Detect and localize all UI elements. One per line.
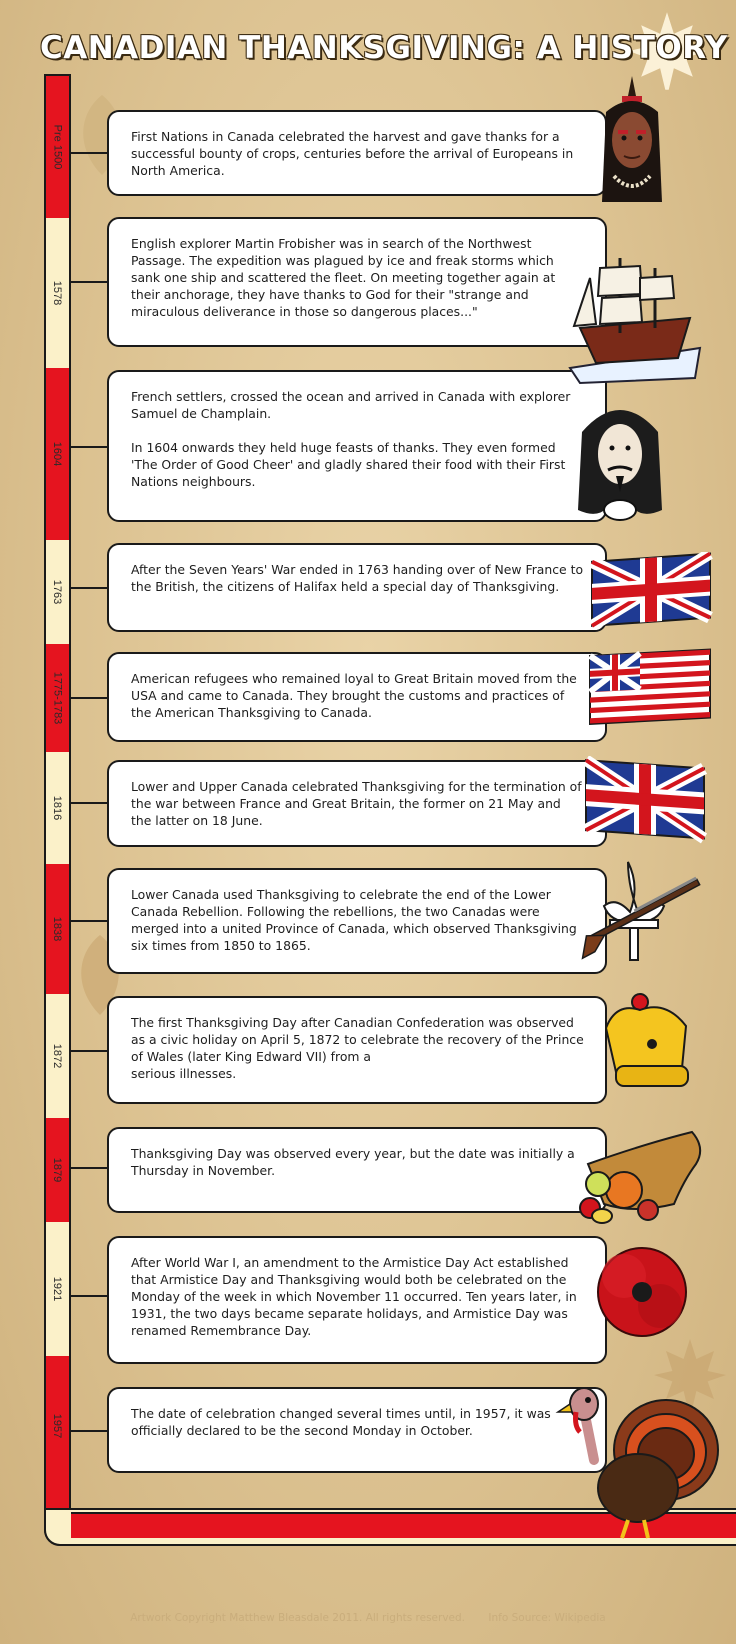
year-label: 1604 [51,441,64,467]
event-card [107,868,607,974]
crown-icon [596,988,698,1100]
event-description: English explorer Martin Frobisher was in search of the Northwest Passage. The expedition was plagued by ice and freak storms which sank one ship and scattered the fleet. On meeting together again at their anchorage, they have thanks to God for their "strange and miraculous deliverance in those so dangerous places..." [131,236,556,319]
timeline-connector [71,587,108,589]
timeline-connector [71,1295,108,1297]
union-jack-flag-icon [584,756,709,846]
year-label: 1816 [51,795,64,821]
year-label: 1921 [51,1276,64,1302]
timeline-connector [71,1430,108,1432]
event-description: The date of celebration changed several times until, in 1957, it was officially declared to be the second Monday in October. [131,1406,551,1438]
event-card [107,1387,607,1473]
first-nations-chief-icon [592,72,672,222]
event-card [107,370,607,522]
timeline-connector [71,1050,108,1052]
timeline-connector [71,281,108,283]
year-label: 1578 [51,280,64,306]
event-card [107,110,607,196]
event-description: French settlers, crossed the ocean and arrived in Canada with explorer Samuel de Champlain. In 1604 onwards they held huge feasts of thanks. They even formed 'The Order of Good Cheer' and gladly shared their food with their First Nations neighbours. [131,389,571,489]
copyright-text: Artwork Copyright Matthew Bleasdale 2011. All rights reserved. [130,1612,466,1624]
info-source-text: Info Source: Wikipedia [488,1612,606,1624]
timeline-connector [71,1167,108,1169]
event-card [107,1236,607,1364]
year-label: 1879 [51,1157,64,1183]
sailing-ship-icon [560,238,710,388]
year-label: 1775-1783 [51,671,64,725]
fleur-de-lis-musket-icon [576,856,712,968]
event-description: Lower Canada used Thanksgiving to celebrate the end of the Lower Canada Rebellion. Following the rebellions, the two Canadas were merged into a united Province of Canada, which observed Thanksgiving six times from 1850 to 1865. [131,887,577,953]
union-jack-flag-icon [590,552,715,630]
year-label: 1957 [51,1413,64,1439]
event-description: After World War I, an amendment to the Armistice Day Act established that Armistice Day and Thanksgiving would both be celebrated on the Monday of the week in which November 11 occurred. Ten years later, in 1931, the two days became separate holidays, and Armistice Day was renamed Remembrance Day. [131,1255,577,1338]
year-label: Pre 1500 [51,124,64,170]
timeline-connector [71,802,108,804]
event-card [107,1127,607,1213]
timeline-connector [71,697,108,699]
grand-union-flag-icon [588,648,716,730]
footer [0,1612,736,1624]
event-description: Thanksgiving Day was observed every year, but the date was initially a Thursday in November. [131,1146,575,1178]
year-label: 1872 [51,1043,64,1069]
page-title: CANADIAN THANKSGIVING: A HISTORY [40,30,728,66]
event-description: After the Seven Years' War ended in 1763 handing over of New France to the British, the citizens of Halifax held a special day of Thanksgiving. [131,562,584,594]
turkey-icon [548,1380,724,1544]
event-description: American refugees who remained loyal to Great Britain moved from the USA and came to Canada. They brought the customs and practices of the American Thanksgiving to Canada. [131,671,577,720]
event-card [107,652,607,742]
event-description: The first Thanksgiving Day after Canadian Confederation was observed as a civic holiday on April 5, 1872 to celebrate the recovery of the Prince of Wales (later King Edward VII) from a serious illnesses. [131,1015,584,1081]
poppy-icon [592,1240,692,1340]
timeline-connector [71,152,108,154]
timeline-connector [71,920,108,922]
event-card [107,217,607,347]
champlain-portrait-icon [570,392,670,528]
year-label: 1763 [51,579,64,605]
year-label: 1838 [51,916,64,942]
event-card [107,996,607,1104]
event-description: First Nations in Canada celebrated the harvest and gave thanks for a successful bounty of crops, centuries before the arrival of Europeans in North America. [131,129,574,178]
cornucopia-icon [564,1124,708,1228]
timeline-connector [71,446,108,448]
event-card [107,760,607,847]
event-description: Lower and Upper Canada celebrated Thanksgiving for the termination of the war between France and Great Britain, the former on 21 May and the latter on 18 June. [131,779,582,828]
event-card [107,543,607,632]
